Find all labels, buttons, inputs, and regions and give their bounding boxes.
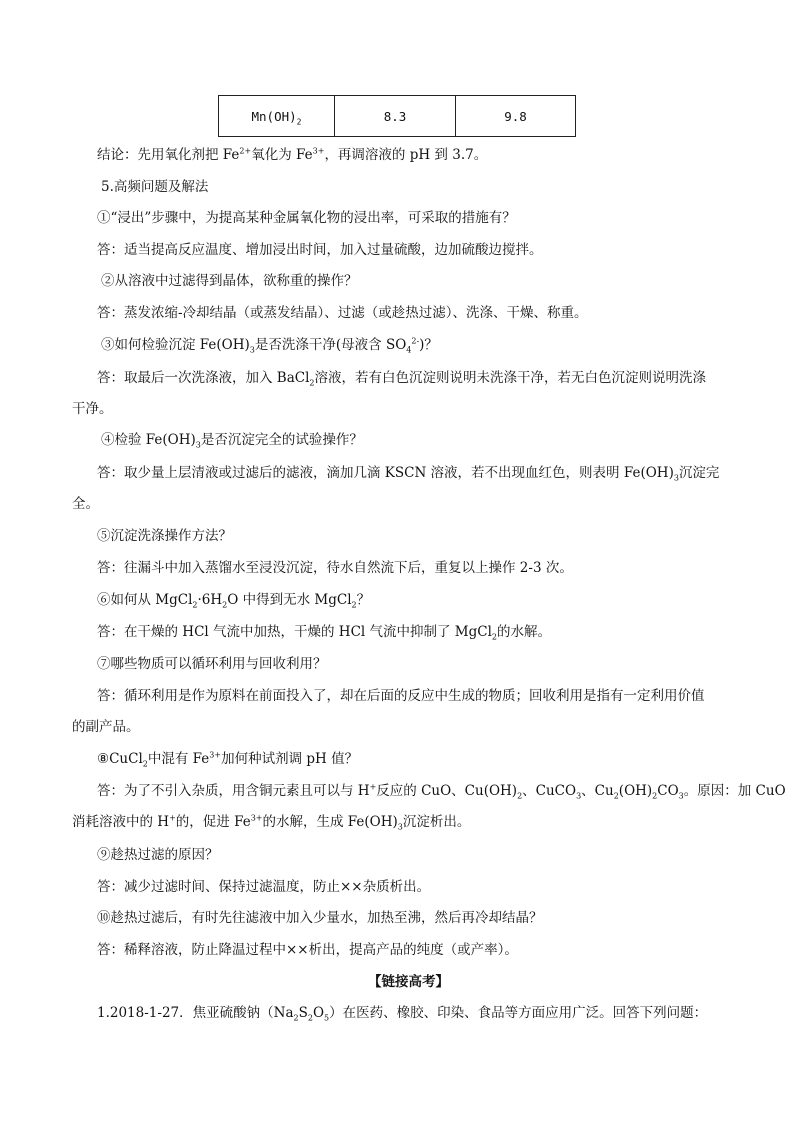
table-cell-end-ph: 9.8 <box>456 96 576 137</box>
answer-5: 答：往漏斗中加入蒸馏水至浸没沉淀，待水自然流下后，重复以上操作 2-3 次。 <box>97 560 573 576</box>
answer-4-continued: 全。 <box>72 496 99 512</box>
question-7: ⑦哪些物质可以循环利用与回收利用？ <box>97 656 327 672</box>
question-6: ⑥如何从 $MgCl_2\cdot 6H_2O$ 中得到无水 MgCl$_2$？ <box>97 592 371 610</box>
answer-8: 答：为了不引入杂质，用含铜元素且可以与 H+反应的 CuO、$Cu(OH)_2$、CuCO$_3$、$Cu_2(OH)_2CO_3$。原因：加 CuO <box>97 782 786 801</box>
answer-1: 答：适当提高反应温度、增加浸出时间，加入过量硫酸，边加硫酸边搅拌。 <box>97 242 543 258</box>
question-10: ⑩趁热过滤后，有时先往滤液中加入少量水，加热至沸，然后再冷却结晶？ <box>97 910 543 926</box>
answer-10: 答：稀释溶液，防止降温过程中××析出，提高产品的纯度（或产率）。 <box>97 942 518 958</box>
answer-3: 答：取最后一次洗涤液，加入 BaCl$_2$溶液，若有白色沉淀则说明未洗涤干净，若无白色沉淀则说明洗涤 <box>97 370 707 388</box>
table-cell-start-ph: 8.3 <box>335 96 456 137</box>
question-4: ④检验 $Fe(OH)_3$是否沉淀完全的试验操作？ <box>101 432 363 450</box>
table-cell-formula: $Mn(OH)_2$ <box>219 96 335 137</box>
answer-7: 答：循环利用是作为原料在前面投入了，却在后面的反应中生成的物质；回收利用是指有一定利用价值 <box>97 688 705 704</box>
question-1-exam: 1.2018-1-27．焦亚硫酸钠$(Na_2S_2O_5)$在医药、橡胶、印染、食品等方面应用广泛。回答下列问题： <box>97 1005 708 1023</box>
question-2: ②从溶液中过滤得到晶体，欲称重的操作？ <box>101 273 358 289</box>
conclusion: 结论：先用氧化剂把 $Fe^{2+}$氧化为 $Fe^{3+}$，再调溶液的 pH 到 3.7。 <box>97 146 488 163</box>
table-row <box>219 96 576 137</box>
question-5: ⑤沉淀洗涤操作方法？ <box>97 528 232 544</box>
question-9: ⑨趁热过滤的原因？ <box>97 847 219 863</box>
link-heading: 【链接高考】 <box>368 974 449 990</box>
answer-8-continued: 消耗溶液中的 H+的，促进 $Fe^{3+}$的水解，生成 $Fe(OH)_3$沉淀析出。 <box>72 813 471 832</box>
ph-table <box>218 95 576 137</box>
question-1: ①“浸出”步骤中，为提高某种金属氧化物的浸出率，可采取的措施有？ <box>97 210 516 226</box>
answer-9: 答：减少过滤时间、保持过滤温度，防止××杂质析出。 <box>97 879 431 895</box>
question-3: ③如何检验沉淀 $Fe(OH)_3$是否洗涤干净(母液含 $SO_4^{2-}$)？ <box>101 336 438 355</box>
answer-3-continued: 干净。 <box>72 401 113 417</box>
answer-6: 答：在干燥的 HCl 气流中加热，干燥的 HCl 气流中抑制了 MgCl$_2$的水解。 <box>97 624 552 642</box>
question-8: ⑧CuCl$_2$中混有 $Fe^{3+}$加何种试剂调 pH 值？ <box>97 750 359 769</box>
answer-7-continued: 的副产品。 <box>72 719 140 735</box>
answer-2: 答：蒸发浓缩-冷却结晶（或蒸发结晶）、过滤（或趁热过滤）、洗涤、干燥、称重。 <box>97 305 588 321</box>
section-title: 5.高频问题及解法 <box>101 179 209 195</box>
answer-4: 答：取少量上层清液或过滤后的滤液，滴加几滴 KSCN 溶液，若不出现血红色，则表明 $Fe(OH)_3$沉淀完 <box>97 465 720 483</box>
